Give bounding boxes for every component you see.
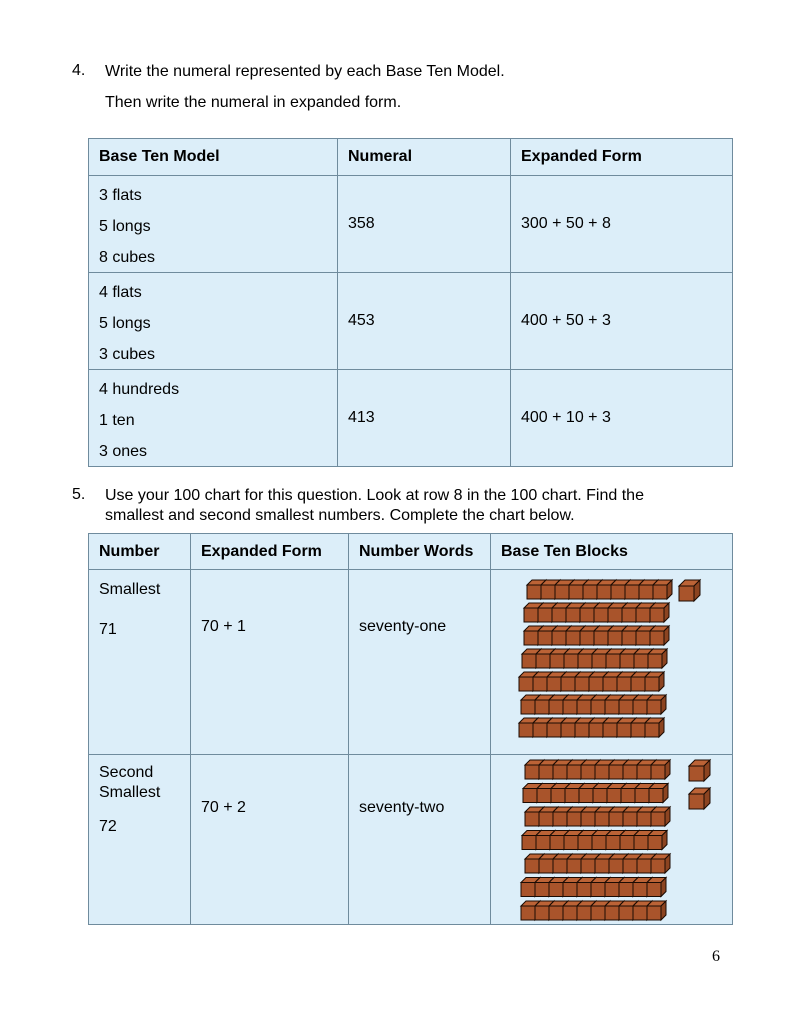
model-line: 3 flats [99, 187, 142, 204]
base-ten-model-table [88, 138, 733, 467]
model-line: 5 longs [99, 315, 151, 332]
question-4-text [105, 62, 505, 124]
question-5-text [105, 486, 644, 526]
table-row [89, 176, 733, 273]
number-label: Smallest [99, 581, 161, 598]
numeral-cell: 453 [338, 273, 511, 370]
question-4-line2: Then write the numeral in expanded form. [105, 94, 402, 111]
number-label: Second Smallest [99, 764, 161, 801]
question-5-line2: smallest and second smallest numbers. Complete the chart below. [105, 507, 575, 524]
expanded-form-cell: 300 + 50 + 8 [511, 176, 733, 273]
model-line: 8 cubes [99, 249, 156, 266]
table1-header-row [89, 139, 733, 176]
table-row [89, 370, 733, 467]
number-words-cell [349, 755, 491, 925]
model-line: 5 longs [99, 218, 151, 235]
number-words-value: seventy-two [359, 799, 445, 816]
table2-header-number: Number [89, 534, 191, 570]
number-value: 72 [99, 818, 117, 835]
number-words-value: seventy-one [359, 618, 447, 635]
table1-header-expanded: Expanded Form [511, 139, 733, 176]
question-4-line1: Write the numeral represented by each Base Ten Model. [105, 63, 505, 80]
question-4 [72, 62, 732, 124]
model-cell [89, 176, 338, 273]
table1-header-model: Base Ten Model [89, 139, 338, 176]
model-line: 4 flats [99, 284, 142, 301]
table2-header-row [89, 534, 733, 570]
question-4-number: 4. [72, 62, 86, 79]
table-row [89, 570, 733, 755]
base-ten-blocks-figure [491, 755, 733, 925]
expanded-form-cell [191, 570, 349, 755]
model-cell [89, 273, 338, 370]
number-chart-table [88, 533, 733, 925]
number-value: 71 [99, 621, 117, 638]
model-line: 3 ones [99, 443, 148, 460]
expanded-form-value: 70 + 1 [201, 618, 246, 635]
table2-header-expanded: Expanded Form [191, 534, 349, 570]
table-row [89, 273, 733, 370]
model-line: 4 hundreds [99, 381, 180, 398]
expanded-form-value: 70 + 2 [201, 799, 246, 816]
question-5 [72, 486, 732, 526]
question-5-number: 5. [72, 486, 86, 503]
numeral-cell: 358 [338, 176, 511, 273]
table1-header-numeral: Numeral [338, 139, 511, 176]
table2-header-blocks: Base Ten Blocks [491, 534, 733, 570]
model-cell [89, 370, 338, 467]
expanded-form-cell: 400 + 10 + 3 [511, 370, 733, 467]
page-number: 6 [712, 948, 720, 965]
numeral-cell: 413 [338, 370, 511, 467]
number-cell [89, 755, 191, 925]
question-5-line1: Use your 100 chart for this question. Look at row 8 in the 100 chart. Find the [105, 487, 644, 504]
model-line: 1 ten [99, 412, 135, 429]
number-cell [89, 570, 191, 755]
table-row [89, 755, 733, 925]
expanded-form-cell [191, 755, 349, 925]
base-ten-blocks-figure [491, 570, 733, 755]
model-line: 3 cubes [99, 346, 156, 363]
expanded-form-cell: 400 + 50 + 3 [511, 273, 733, 370]
number-words-cell [349, 570, 491, 755]
table2-header-words: Number Words [349, 534, 491, 570]
